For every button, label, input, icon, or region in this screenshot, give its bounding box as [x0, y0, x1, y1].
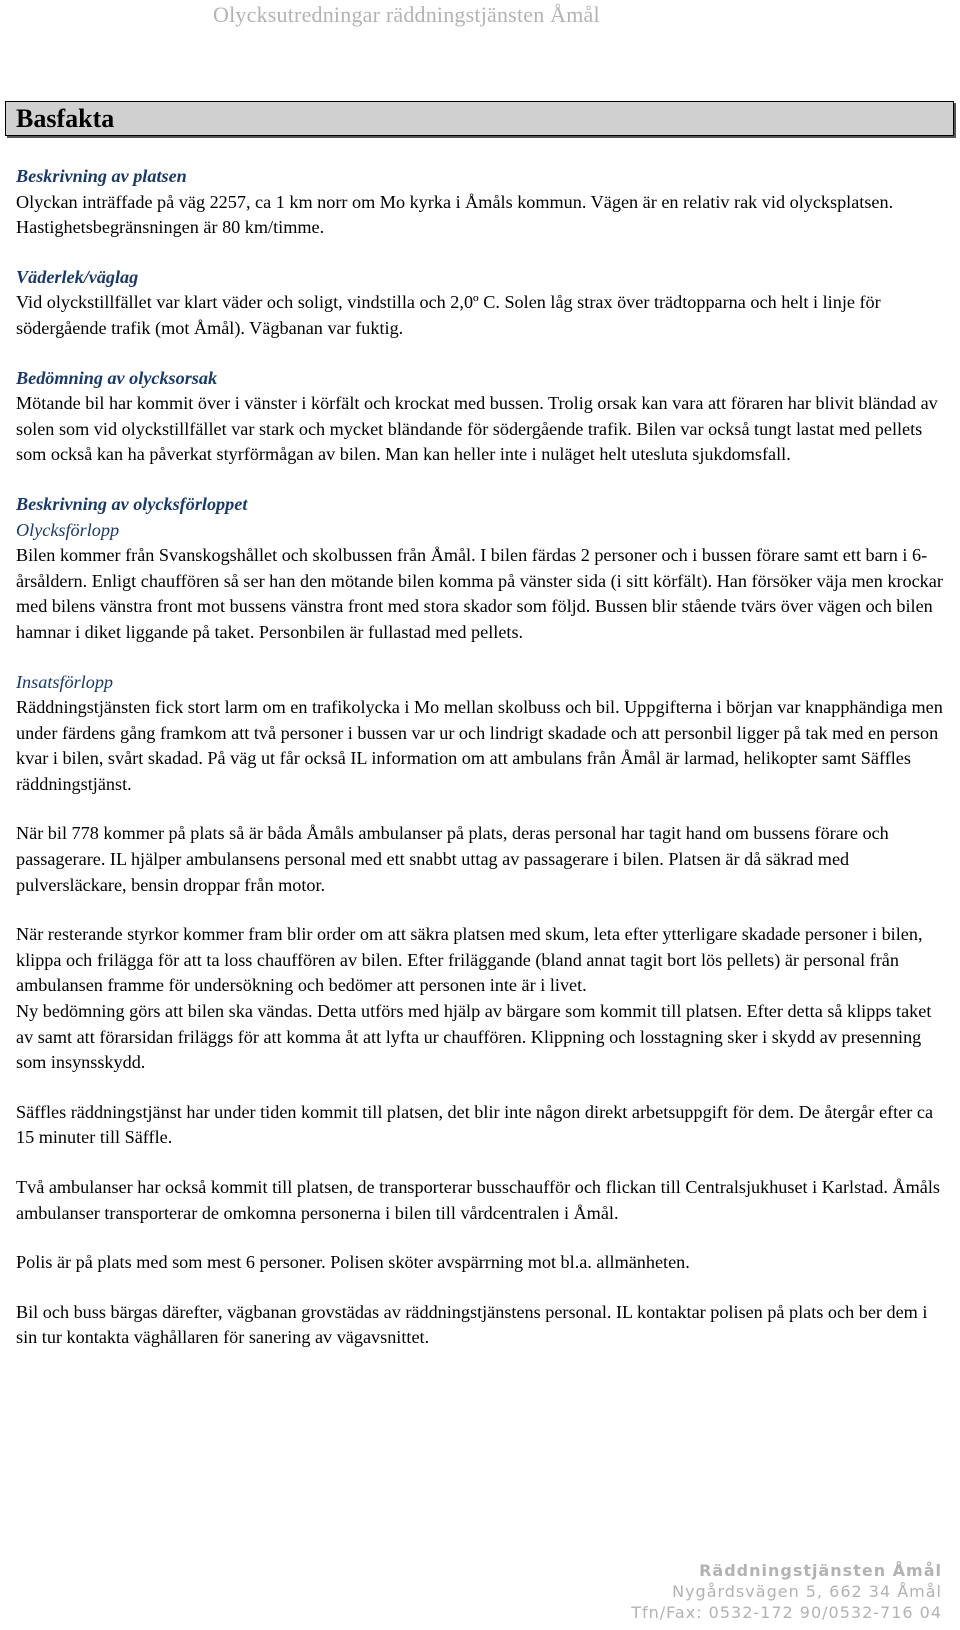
- heading-vader: Väderlek/väglag: [16, 266, 139, 287]
- text-forlopp: Bilen kommer från Svanskogshållet och skolbussen från Åmål. I bilen färdas 2 personer och i bussen förare samt ett barn i 6-årsåldern. Enligt chauffören så ser han den mötande bilen komma på vänster sida (i sitt körfält). Han försöker väja men krockar med bilens vänstra front mot bussens vänstra front med stora skador som följd. Bussen blir stående tvärs över vägen och bilen hamnar i diket liggande på taket. Personbilen är fullastad med pellets.: [16, 545, 943, 642]
- text-insats-3: När resterande styrkor kommer fram blir order om att säkra platsen med skum, leta efter ytterligare skadade personer i bilen, klippa och frilägga för att ta loss chauffören av bilen. Efter friläggande (bland annat tagit bort lös pellets) är personal från ambulansen framme för undersökning och bedömer att personen inte är i livet.: [16, 924, 923, 996]
- page-footer: [631, 1560, 942, 1623]
- text-insats-2: När bil 778 kommer på plats så är båda Åmåls ambulanser på plats, deras personal har tagit hand om bussens förare och passagerare. IL hjälper ambulansens personal med ett snabbt uttag av passagerare i bilen. Platsen är då säkrad med pulversläckare, bensin droppar från motor.: [16, 823, 889, 895]
- heading-insats: Insatsförlopp: [16, 671, 114, 692]
- footer-phone: Tfn/Fax: 0532-172 90/0532-716 04: [631, 1603, 942, 1622]
- page-header-title: Olycksutredningar räddningstjänsten Åmål: [213, 2, 600, 27]
- text-insats-5: Säffles räddningstjänst har under tiden kommit till platsen, det blir inte någon direkt arbetsuppgift för dem. De återgår efter ca 15 minuter till Säffle.: [16, 1101, 934, 1148]
- section-title-box: [5, 101, 954, 136]
- text-insats-6: Två ambulanser har också kommit till platsen, de transporterar busschaufför och flickan till Centralsjukhuset i Karlstad. Åmåls ambulanser transporterar de omkomna personerna i bilen till vårdcentralen i Åmål.: [16, 1177, 940, 1223]
- heading-forlopp: Beskrivning av olycksförloppet: [16, 493, 248, 514]
- footer-address: Nygårdsvägen 5, 662 34 Åmål: [672, 1582, 942, 1601]
- heading-orsak: Bedömning av olycksorsak: [16, 367, 218, 388]
- heading-plats: Beskrivning av platsen: [16, 166, 187, 186]
- text-vader: Vid olyckstillfället var klart väder och soligt, vindstilla och 2,0º C. Solen låg strax över trädtopparna och helt i linje för södergående trafik (mot Åmål). Vägbanan var fuktig.: [16, 292, 881, 338]
- footer-organization: Räddningstjänsten Åmål: [699, 1561, 942, 1580]
- text-insats-8: Bil och buss bärgas därefter, vägbanan grovstädas av räddningstjänstens personal. IL kontaktar polisen på plats och ber dem i sin tur kontakta väghållaren för sanering av vägavsnittet.: [16, 1301, 928, 1348]
- text-orsak: Mötande bil har kommit över i vänster i körfält och krockat med bussen. Trolig orsak kan vara att föraren har blivit bländad av solen som vid olyckstillfället var stark och mycket bländande för södergående trafik. Bilen var också tungt lastat med pellets som också kan ha påverkat styrförmågan av bilen. Man kan heller inte i nuläget helt utesluta sjukdomsfall.: [16, 393, 938, 465]
- subheading-forlopp: Olycksförlopp: [16, 519, 120, 540]
- section-title: Basfakta: [16, 104, 115, 133]
- document-body: [16, 164, 946, 1351]
- text-plats: Olyckan inträffade på väg 2257, ca 1 km norr om Mo kyrka i Åmåls kommun. Vägen är en relativ rak vid olycksplatsen. Hastighetsbegränsningen är 80 km/timme.: [16, 191, 894, 238]
- text-insats-4: Ny bedömning görs att bilen ska vändas. Detta utförs med hjälp av bärgare som kommit till platsen. Efter detta så klipps taket av samt att förarsidan friläggs för att komma åt att lyfta ur chauffören. Klippning och losstagning sker i skydd av presenning som insynsskydd.: [16, 1001, 932, 1073]
- text-insats-1: Räddningstjänsten fick stort larm om en trafikolycka i Mo mellan skolbuss och bil. Uppgifterna i början var knapphändiga men under färdens gång framkom att två personer i bussen var ur och lindrigt skadade och att personbil ligger på tak med en person kvar i bilen, svårt skadad. På väg ut får också IL information om att ambulans från Åmål är larmad, helikopter samt Säffles räddningstjänst.: [16, 697, 943, 794]
- text-insats-7: Polis är på plats med som mest 6 personer. Polisen sköter avspärrning mot bl.a. allmänheten.: [16, 1252, 690, 1273]
